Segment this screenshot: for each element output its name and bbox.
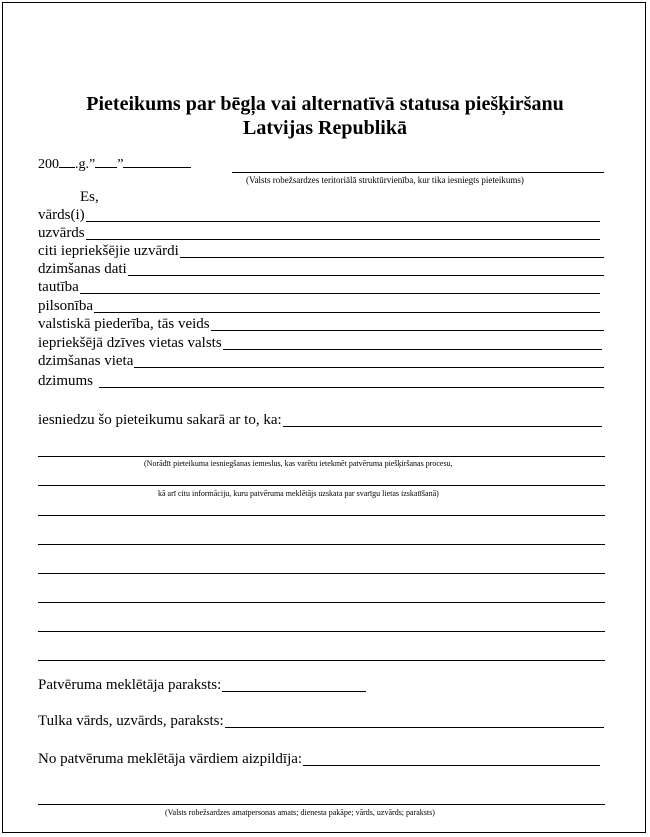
reason-line-3[interactable] xyxy=(38,485,605,486)
reason-line-8[interactable] xyxy=(38,631,605,632)
field-label: dzimums xyxy=(38,373,93,389)
date-year-blank[interactable] xyxy=(59,167,75,168)
field-label: pilsonība xyxy=(38,298,93,314)
reason-caption-1: (Norādīt pieteikuma iesniegšanas iemeslus, kas varētu ietekmēt patvēruma piešķiršanas procesu, xyxy=(144,459,453,468)
reason-line-7[interactable] xyxy=(38,602,605,603)
field-line[interactable] xyxy=(99,387,604,388)
reason-line-4[interactable] xyxy=(38,515,605,516)
field-label: iepriekšējā dzīves vietas valsts xyxy=(38,335,222,351)
field-birthplace[interactable] xyxy=(38,353,604,370)
office-caption: (Valsts robežsardzes teritoriālā struktūrvienība, kur tika iesniegts pieteikums) xyxy=(246,175,524,185)
reason-line-2[interactable] xyxy=(38,456,605,457)
reason-label: iesniedzu šo pieteikumu sakarā ar to, ka: xyxy=(38,412,282,428)
field-line[interactable] xyxy=(180,257,604,258)
office-field-line[interactable] xyxy=(232,172,604,173)
interpreter-label: Tulka vārds, uzvārds, paraksts: xyxy=(38,713,224,729)
field-line[interactable] xyxy=(94,312,600,313)
reason-caption-2: kā arī citu informāciju, kuru patvēruma meklētājs uzskata par svarīgu lietas izskatīšanā) xyxy=(158,489,439,498)
field-line[interactable] xyxy=(134,367,604,368)
field-label: dzimšanas vieta xyxy=(38,353,134,369)
field-state-affiliation[interactable] xyxy=(38,316,604,333)
official-caption: (Valsts robežsardzes amatpersonas amats; dienesta pakāpe; vārds, uzvārds; paraksts) xyxy=(165,808,435,817)
signature-field[interactable] xyxy=(38,677,366,694)
field-previous-residence[interactable] xyxy=(38,335,602,352)
field-line[interactable] xyxy=(86,221,600,222)
field-citizenship[interactable] xyxy=(38,298,600,315)
field-nationality[interactable] xyxy=(38,279,600,296)
field-first-name[interactable] xyxy=(38,207,600,224)
signature-label: Patvēruma meklētāja paraksts: xyxy=(38,677,222,693)
intro-text: Es, xyxy=(80,189,99,205)
field-line[interactable] xyxy=(211,330,604,331)
reason-field[interactable] xyxy=(38,412,602,429)
field-birth-data[interactable] xyxy=(38,261,604,278)
signature-line[interactable] xyxy=(222,691,366,692)
interpreter-field[interactable] xyxy=(38,713,604,730)
date-quote: ” xyxy=(117,157,124,172)
field-previous-surnames[interactable] xyxy=(38,243,604,260)
interpreter-line[interactable] xyxy=(225,727,604,728)
field-label: uzvārds xyxy=(38,225,85,241)
field-label: vārds(i) xyxy=(38,207,85,223)
filled-by-field[interactable] xyxy=(38,751,600,768)
reason-line-5[interactable] xyxy=(38,544,605,545)
official-line[interactable] xyxy=(38,804,605,805)
field-gender[interactable] xyxy=(38,373,604,390)
filled-by-label: No patvēruma meklētāja vārdiem aizpildīja: xyxy=(38,751,303,767)
field-label: dzimšanas dati xyxy=(38,261,127,277)
field-label: valstiskā piederība, tās veids xyxy=(38,316,210,332)
field-line[interactable] xyxy=(128,275,604,276)
field-surname[interactable] xyxy=(38,225,600,242)
field-line[interactable] xyxy=(80,293,600,294)
reason-line-6[interactable] xyxy=(38,573,605,574)
date-day-blank[interactable] xyxy=(95,167,117,168)
field-label: tautība xyxy=(38,279,79,295)
field-line[interactable] xyxy=(223,349,602,350)
reason-line-9[interactable] xyxy=(38,660,605,661)
date-month-blank[interactable] xyxy=(123,167,191,168)
form-title-line2: Latvijas Republikā xyxy=(243,117,407,139)
field-label: citi iepriekšējie uzvārdi xyxy=(38,243,179,259)
date-field[interactable] xyxy=(38,157,191,173)
form-title-line1: Pieteikums par bēgļa vai alternatīvā statusa piešķiršanu xyxy=(86,93,564,115)
date-year-prefix: 200 xyxy=(38,157,59,172)
filled-by-line[interactable] xyxy=(303,765,600,766)
reason-line[interactable] xyxy=(283,426,602,427)
field-line[interactable] xyxy=(86,239,600,240)
date-g-label: .g.” xyxy=(75,157,96,172)
